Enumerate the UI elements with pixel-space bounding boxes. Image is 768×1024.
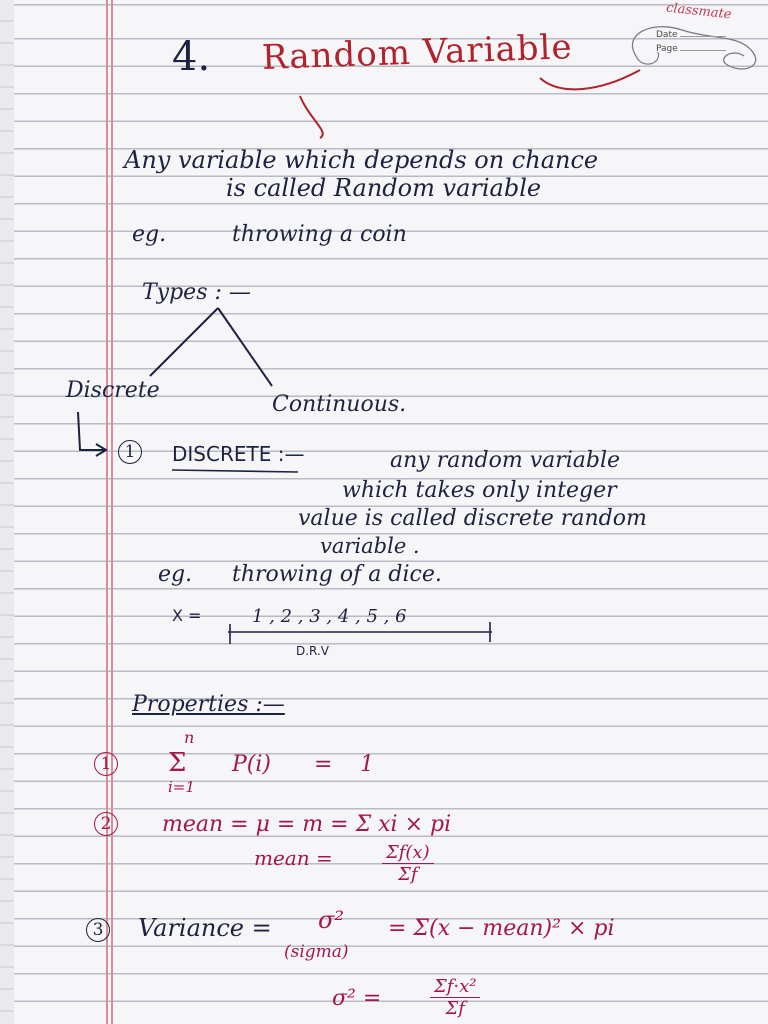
property-1-rhs: 1 [360, 752, 374, 777]
date-label: Date [656, 30, 678, 40]
property-2-number: 2 [94, 812, 118, 836]
mean-formula-lhs: mean = [254, 846, 333, 870]
definition-line-1: Any variable which depends on chance [124, 146, 599, 174]
x-label: X = [172, 606, 202, 625]
mean-definition: mean = μ = m = Σ xi × pi [162, 812, 452, 837]
variance-numerator: Σf·x² [430, 976, 480, 998]
drv-label: D.R.V [296, 644, 329, 658]
dice-example-prefix: eg. [158, 562, 193, 587]
sum-upper-limit: n [184, 728, 195, 747]
page-title: Random Variable [261, 27, 574, 78]
discrete-line-3: value is called discrete random [298, 506, 647, 531]
property-1-equals: = [314, 752, 333, 777]
discrete-line-4: variable . [320, 534, 420, 558]
property-3-number: 3 [86, 918, 110, 942]
brand-logo: classmate [665, 0, 733, 23]
property-1-number: 1 [94, 752, 118, 776]
sum-lower-limit: i=1 [168, 778, 195, 796]
x-values: 1 , 2 , 3 , 4 , 5 , 6 [252, 606, 407, 627]
variance-formula: = Σ(x − mean)² × pi [388, 916, 615, 941]
section-number-circle: 1 [118, 440, 142, 464]
sigma-note: (sigma) [284, 942, 349, 962]
types-heading: Types : — [142, 280, 251, 305]
sum-symbol: Σ [168, 748, 187, 778]
discrete-line-2: which takes only integer [342, 478, 617, 503]
discrete-heading: DISCRETE :— [172, 442, 305, 466]
property-1-expression: P(i) [232, 752, 272, 777]
mean-numerator: Σf(x) [382, 842, 434, 864]
definition-line-2: is called Random variable [226, 174, 542, 202]
page-label: Page [656, 44, 678, 54]
type-continuous-label: Continuous. [272, 392, 407, 417]
example-prefix: eg. [132, 222, 167, 247]
variance-denominator: Σf [445, 998, 465, 1019]
dice-example-text: throwing of a dice. [232, 562, 442, 587]
properties-heading: Properties :— [132, 692, 285, 717]
variance-label: Variance = [138, 914, 272, 942]
variance-formula-2-lhs: σ² = [332, 986, 382, 1011]
discrete-line-1: any random variable [390, 448, 621, 473]
mean-denominator: Σf [398, 864, 418, 885]
type-discrete-label: Discrete [66, 378, 160, 403]
variance-formula-2-fraction [430, 976, 480, 1019]
example-text: throwing a coin [232, 222, 407, 247]
mean-formula-fraction [382, 842, 434, 885]
chapter-number: 4. [172, 34, 211, 80]
sigma-squared: σ² [318, 906, 345, 934]
